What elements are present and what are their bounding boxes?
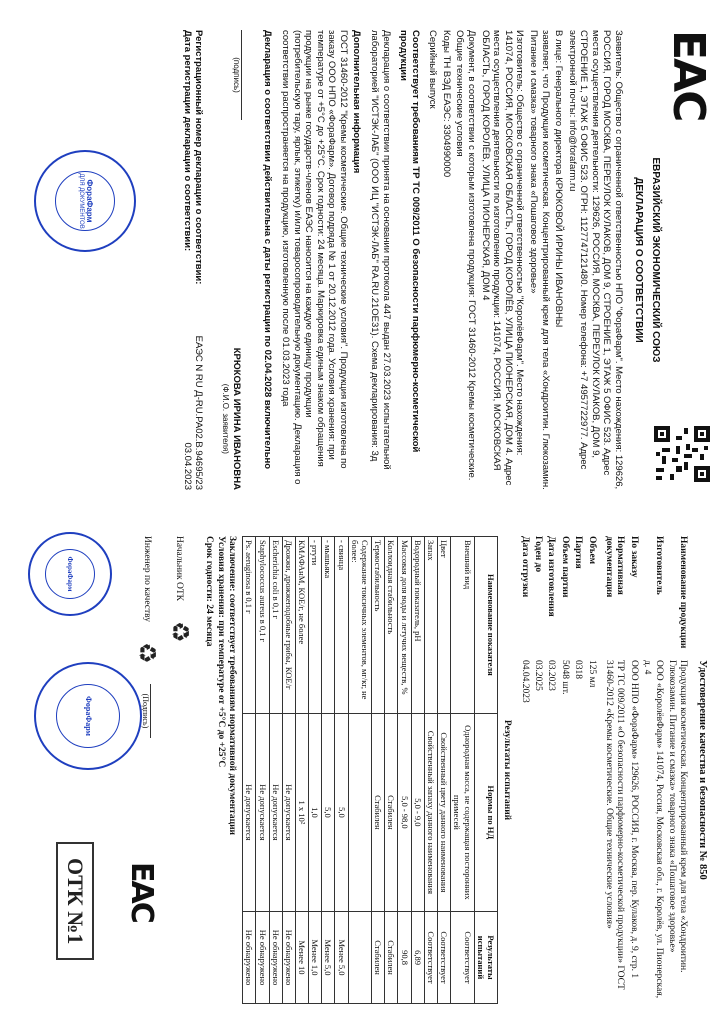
inspector-label: Инженер по качеству (141, 536, 152, 623)
table-row (309, 537, 322, 1004)
reg-number-label: Регистрационный номер декларации о соответствии: (193, 30, 205, 285)
table-row (348, 537, 371, 1004)
eac-logo-small: EAC (124, 862, 159, 922)
conforms-text: Соответствует требованиям ТР ТС 009/2011 О безопасности парфюмерно-косметической продукции (398, 30, 421, 453)
table-cell: 5,0 (335, 713, 348, 911)
table-cell: Staphylococcus aureus в 0,1 г (256, 537, 269, 714)
table-cell: Содержание токсичных элементов, мг/кг, не более: (348, 537, 371, 714)
lot-value: 125 мл (586, 660, 597, 688)
signer-name: КРЮКОВА ИРИНА ИВАНОВНА (230, 347, 242, 490)
table-cell (348, 912, 371, 1004)
extra-text: ГОСТ 31460-2012 "Кремы косметические. Общие технические условия". Продукция изготовлена по заказу ООО НПО «ФораФарм». Договор подряда № 1 от 20.12.2012 года. Условия хранения: при температуре от +5°С до +25°С. Срок годности: 24 месяца. Маркировка единым знаком обращения продукции на рынке государств-членов ЕАЭС наносится на каждую единицу продукции (потребительскую тару, ярлык, этикетку) и/или товаросопроводительную документацию. Декларация о соответствии распространяется на продукцию, изготовленную после 01.03.2023 года (279, 30, 349, 485)
storage-text: Условия хранения: при температуре от +5°С до +25°С (215, 536, 226, 768)
table-cell: Соответствует (451, 912, 474, 1004)
qa-seal (28, 532, 112, 616)
lot-value: 04.04.2023 (519, 660, 530, 703)
validity-text: Декларация о соответствии действительна с даты регистрации по 02.04.2028 включительно (262, 30, 274, 470)
reg-number-row (193, 30, 205, 490)
table-cell: Дрожжи, дрожжеподобные грибы, КОЕ/г (282, 537, 295, 714)
table-cell: Не допускается (269, 713, 282, 911)
table-cell: 5,0 - 98,0 (398, 713, 411, 911)
table-cell: Стабилен (385, 713, 398, 911)
table-cell: Не обнаружено (256, 912, 269, 1004)
company-seal (34, 150, 136, 252)
codes-text: Коды ТН ВЭД ЕАЭС: 3304990000 (440, 30, 452, 178)
table-cell: - свинца (335, 537, 348, 714)
document-text: Документ, в соответствии с которым изготовлена продукция: ГОСТ 31460-2012 Кремы косметические. Общие технические условия (454, 30, 478, 481)
doc-title: ДЕКЛАРАЦИЯ О СООТВЕТСТВИИ (633, 177, 644, 343)
lot-value: 5048 шт. (559, 660, 570, 695)
seal-company: ФораФарм (84, 179, 94, 223)
table-row (411, 537, 424, 1004)
table-cell: Не допускается (282, 713, 295, 911)
table-cell: Не допускается (256, 713, 269, 911)
lot-key: Партия (573, 536, 584, 569)
applicant-text: Заявитель: Общество с ограниченной ответственностью НПО "ФораФарм". Место нахождения: 129626, РОССИЯ, ГОРОД МОСКВА, ПЕРЕУЛОК КУЛАКОВ, ДОМ 9, СТРОЕНИЕ 1, ЭТАЖ 5 ОФИС 523. Адрес места осуществления деятельности: 129626, РОССИЯ, МОСКВА, ПЕРЕУЛОК КУЛАКОВ, ДОМ 9, СТРОЕНИЕ 1, ЭТАЖ 5 ОФИС 523. ОГРН: 1127747121480. Номер телефона: +7 4957722977. Адрес электронной почты: info@forafarm.ru (566, 30, 624, 490)
table-cell: Соответствует (438, 912, 451, 1004)
table-row (438, 537, 451, 1004)
otk-stamp: ОТК №1 (56, 842, 94, 960)
seal-company: ФораФарм (83, 696, 93, 736)
company-seal (34, 662, 142, 770)
table-row (295, 537, 308, 1004)
reg-date: 03.04.2023 (181, 442, 193, 490)
conclusion-text: Заключение: соответствует требованиям нормативной документации (227, 536, 238, 836)
cert-key: По заказу (628, 536, 639, 578)
table-row (398, 537, 411, 1004)
lot-key: Дата отгрузки (519, 536, 530, 598)
table-row (322, 537, 335, 1004)
shelf-text: Срок годности: 24 месяца (204, 536, 215, 647)
table-cell: Термостабильность (372, 537, 385, 714)
column-header: Нормы по НД (474, 713, 497, 911)
table-cell: Менее 10 (295, 912, 308, 1004)
column-header: Наименование показателя (474, 537, 497, 714)
inspector-sign: (Подпись) (141, 684, 152, 739)
person-text: В лице: Генерального директора КРЮКОВОЙ ИРИНЫ ИВАНОВНЫ (553, 30, 565, 328)
lot-key: Объем (586, 536, 597, 565)
certificate-info (602, 536, 690, 1004)
table-cell: Escherichia coli в 0,1 г (269, 537, 282, 714)
table-row (256, 537, 269, 1004)
basis-text: Декларация о соответствии принята на основании протокола 447 выдан 27.03.2023 испытательной лабораторией "ИСТЭК-ЛАБ" (ООО ИЦ "ИСТЭК-ЛАБ" RA.RU.21ОЕ31). Схема декларирования: 3д (369, 30, 392, 470)
table-cell: Менее 5,0 (322, 912, 335, 1004)
table-cell: Менее 5,0 (335, 912, 348, 1004)
table-cell: Свойственный цвету данного наименования (438, 713, 451, 911)
table-cell: Стабилен (385, 912, 398, 1004)
lot-info (517, 536, 597, 1004)
extra-title: Дополнительная информация (351, 30, 363, 174)
certificate-title: Удостоверение качества и безопасности № 850 (697, 660, 708, 880)
reg-number: ЕАЭС N RU Д-RU.PA02.B.94695/23 (193, 335, 205, 490)
recycle-icon: ♻ (166, 621, 193, 643)
declares-text: заявляет, что Продукция косметическая. Концентрированный крем для тела «Хондроитин. Глюкозамин. Питание и смазка» товарного знака «Пошаговое здоровье» (527, 30, 551, 490)
seal-company: ФораФарм (66, 556, 75, 592)
reg-date-label: Дата регистрации декларации о соответствии: (181, 30, 193, 252)
table-row (269, 537, 282, 1004)
lot-value: 03.2023 (546, 660, 557, 691)
certificate-sheet (0, 512, 724, 1024)
table-cell: Свойственный запаху данного наименования (424, 713, 437, 911)
cert-key: Наименование продукции (678, 536, 689, 649)
reg-date-row (181, 30, 193, 490)
table-row (335, 537, 348, 1004)
signature-label: (подпись) (231, 30, 242, 120)
table-row (424, 537, 437, 1004)
column-header: Результаты испытаний (474, 912, 497, 1004)
table-cell: 1 x 10² (295, 713, 308, 911)
table-header-row (474, 537, 497, 1004)
cert-value: ООО НПО «ФораФарм» 129626, РОССИЯ, г. Москва, пер. Кулаков, д. 9, стр. 1 (628, 660, 639, 979)
union-name: ЕВРАЗИЙСКИЙ ЭКОНОМИЧЕСКИЙ СОЮЗ (650, 157, 661, 363)
table-cell: Внешний вид (451, 537, 474, 714)
table-cell: Стабилен (372, 713, 385, 911)
lot-key: Объем партии (559, 536, 570, 598)
cert-value: ООО «КоролёвФарм» 141074, Россия, Московская обл., г. Королёв, ул. Пионерская, д. 4 (642, 660, 664, 999)
signoff-row (164, 536, 193, 1004)
lot-key: Годен до (533, 536, 544, 573)
table-cell: 1,0 (309, 713, 322, 911)
table-cell: Менее 1,0 (309, 912, 322, 1004)
lot-key: Дата изготовления (546, 536, 557, 617)
table-cell: Соответствует (424, 912, 437, 1004)
cert-value: ТР ТС 009/2011 «О безопасности парфюмерно-косметической продукции» ГОСТ 31460-2012 «Кремы косметические. Общие технические условия» (604, 660, 626, 990)
table-cell: Не обнаружено (269, 912, 282, 1004)
signature-block (220, 30, 241, 490)
results-table (242, 536, 498, 1004)
batch-text: Серийный выпуск (427, 30, 439, 109)
table-row (372, 537, 385, 1004)
table-cell: - ртути (309, 537, 322, 714)
qr-code-icon (654, 426, 710, 482)
table-cell: Коллоидная стабильность (385, 537, 398, 714)
seal-sub: ДЛЯ ДОКУМЕНТОВ (77, 173, 84, 229)
eac-logo: EAC (663, 30, 714, 121)
recycle-icon: ♻ (133, 642, 160, 664)
results-title: Результаты испытаний (502, 719, 513, 821)
cert-key: Нормативная документация (604, 536, 626, 598)
table-cell: Массовая доля воды и летучих веществ, % (398, 537, 411, 714)
table-cell (348, 713, 371, 911)
table-cell: 5,0 - 9,0 (411, 713, 424, 911)
inspector-row (131, 536, 160, 1004)
certificate-page (0, 512, 724, 1024)
table-cell: Не допускается (243, 713, 256, 911)
table-cell: Цвет (438, 537, 451, 714)
table-row (451, 537, 474, 1004)
table-cell: Ps. aeruginosa в 0,1 г (243, 537, 256, 714)
table-cell: Однородная масса, не содержащая посторонних примесей (451, 713, 474, 911)
lot-value: 0318 (573, 660, 584, 679)
table-cell: 90,8 (398, 912, 411, 1004)
table-row (282, 537, 295, 1004)
table-cell: Не обнаружено (243, 912, 256, 1004)
signer-note: (Ф.И.О. заявителя) (221, 383, 231, 454)
table-cell: Водородный показатель, рН (411, 537, 424, 714)
manufacturer-text: Изготовитель: Общество с ограниченной ответственностью "КоролёвФарм". Место нахождения: 141074, РОССИЯ, МОСКОВСКАЯ ОБЛАСТЬ, ГОРОД КОРОЛЁВ, УЛИЦА ПИОНЕРСКАЯ, ДОМ 4. Адрес места осуществления деятельности по изготовлению продукции: 141074, РОССИЯ, МОСКОВСКАЯ ОБЛАСТЬ, ГОРОД КОРОЛЁВ, УЛИЦА ПИОНЕРСКАЯ, ДОМ 4 (479, 30, 526, 486)
cert-value: Продукция косметическая. Концентрированный крем для тела «Хондроитин. Глюкозамин. Питание и смазка» товарного знака «Пошаговое здоровье» (667, 660, 689, 973)
table-cell: Стабилен (372, 912, 385, 1004)
table-cell: Запах (424, 537, 437, 714)
table-row (385, 537, 398, 1004)
results-body (243, 537, 474, 1004)
table-row (243, 537, 256, 1004)
table-cell: - мышьяка (322, 537, 335, 714)
table-cell: 5,0 (322, 713, 335, 911)
cert-key: Изготовитель (653, 536, 664, 595)
table-cell: 6,89 (411, 912, 424, 1004)
head-label: Начальник ОТК (174, 536, 185, 602)
table-cell: Не обнаружено (282, 912, 295, 1004)
lot-value: 03.2025 (533, 660, 544, 691)
table-cell: КМАФАнМ, КОЕ/г, не более (295, 537, 308, 714)
